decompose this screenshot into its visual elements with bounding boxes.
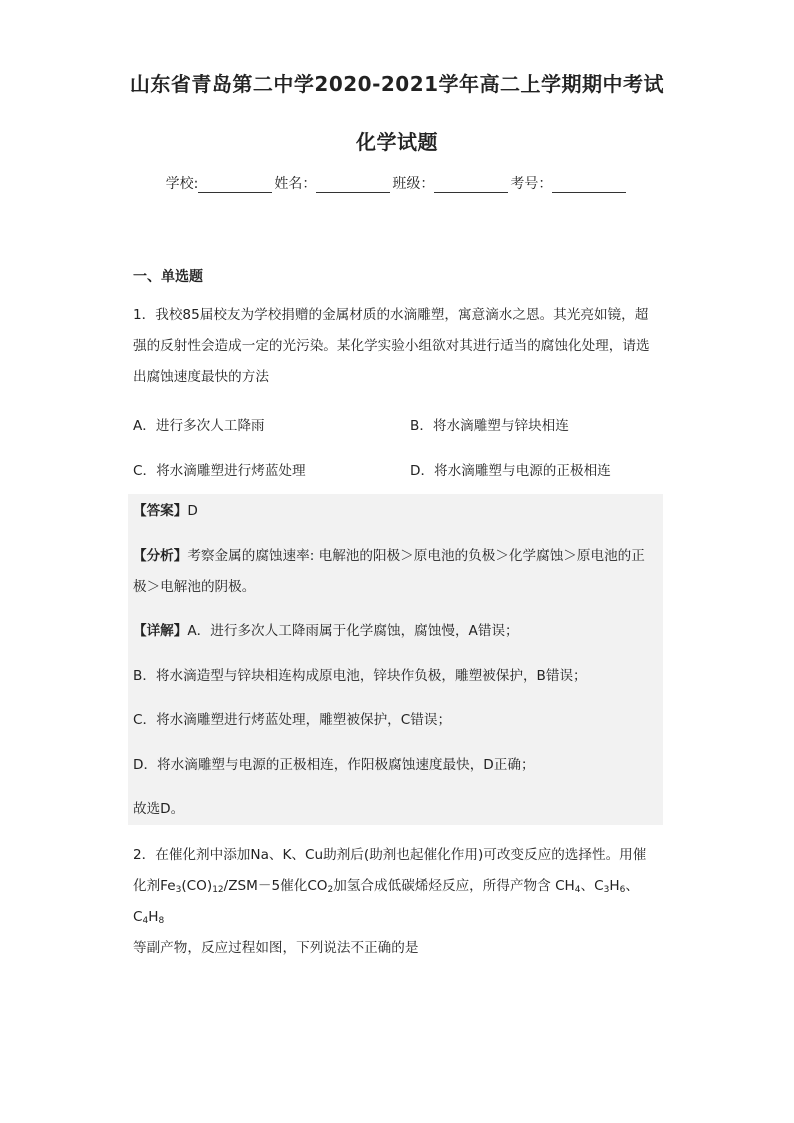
exam-number-blank[interactable] — [552, 178, 626, 193]
question-1-line-3: 出腐蚀速度最快的方法 — [133, 369, 269, 385]
exam-number-label: 考号： — [510, 176, 553, 192]
school-label: 学校: — [165, 176, 199, 192]
exam-title: 山东省青岛第二中学2020-2021学年高二上学期期中考试 — [129, 72, 665, 96]
question-2-line-3: 等副产物，反应过程如图，下列说法不正确的是 — [133, 940, 419, 956]
class-blank[interactable] — [434, 178, 508, 193]
conclusion-line: 故选D。 — [133, 801, 185, 817]
name-blank[interactable] — [316, 178, 390, 193]
detail-line-d: D．将水滴雕塑与电源的正极相连，作阳极腐蚀速度最快，D正确； — [133, 757, 535, 773]
question-1-stem — [133, 300, 663, 393]
exam-subtitle: 化学试题 — [356, 130, 438, 154]
detail-line-b: B．将水滴造型与锌块相连构成原电池，锌块作负极，雕塑被保护，B错误； — [133, 668, 587, 684]
question-2-stem — [133, 840, 663, 964]
option-b: B．将水滴雕塑与锌块相连 — [410, 418, 569, 434]
answer-line — [133, 496, 663, 527]
analysis-line-2: 极＞电解池的阴极。 — [133, 579, 256, 595]
student-info-line — [0, 173, 794, 193]
question-1-line-2: 强的反射性会造成一定的光污染。某化学实验小组欲对其进行适当的腐蚀化处理，请选 — [133, 338, 650, 354]
analysis-tag: 【分析】 — [133, 548, 188, 564]
detail-a-text: A．进行多次人工降雨属于化学腐蚀，腐蚀慢，A错误； — [187, 623, 519, 639]
question-2-line-1: 2．在催化剂中添加Na、K、Cu助剂后(助剂也起催化作用)可改变反应的选择性。用催 — [133, 847, 647, 863]
option-a: A．进行多次人工降雨 — [133, 418, 265, 434]
option-c: C．将水滴雕塑进行烤蓝处理 — [133, 463, 306, 479]
analysis-block — [133, 541, 663, 603]
school-blank[interactable] — [198, 178, 272, 193]
question-1-line-1: 1．我校85届校友为学校捐赠的金属材质的水滴雕塑，寓意滴水之恩。其光亮如镜，超 — [133, 307, 649, 323]
name-label: 姓名： — [274, 176, 317, 192]
section-heading: 一、单选题 — [133, 269, 203, 285]
question-2-line-2: 化剂$Fe_3(CO)_{12}/ZSM-5$催化$CO_2$加氢合成低碳烯烃反应，所得产物含 $CH_4$、$C_3H_6$、$C_4H_8$ — [133, 878, 639, 926]
detail-tag: 【详解】 — [133, 623, 188, 639]
analysis-line-1: 考察金属的腐蚀速率: 电解池的阳极＞原电池的负极＞化学腐蚀＞原电池的正 — [187, 548, 645, 564]
detail-line-c: C．将水滴雕塑进行烤蓝处理，雕塑被保护，C错误； — [133, 712, 452, 728]
detail-line-a — [133, 616, 663, 647]
option-d: D．将水滴雕塑与电源的正极相连 — [410, 463, 611, 479]
class-label: 班级： — [392, 176, 435, 192]
answer-tag: 【答案】 — [133, 503, 188, 519]
answer-value: D — [187, 503, 198, 519]
